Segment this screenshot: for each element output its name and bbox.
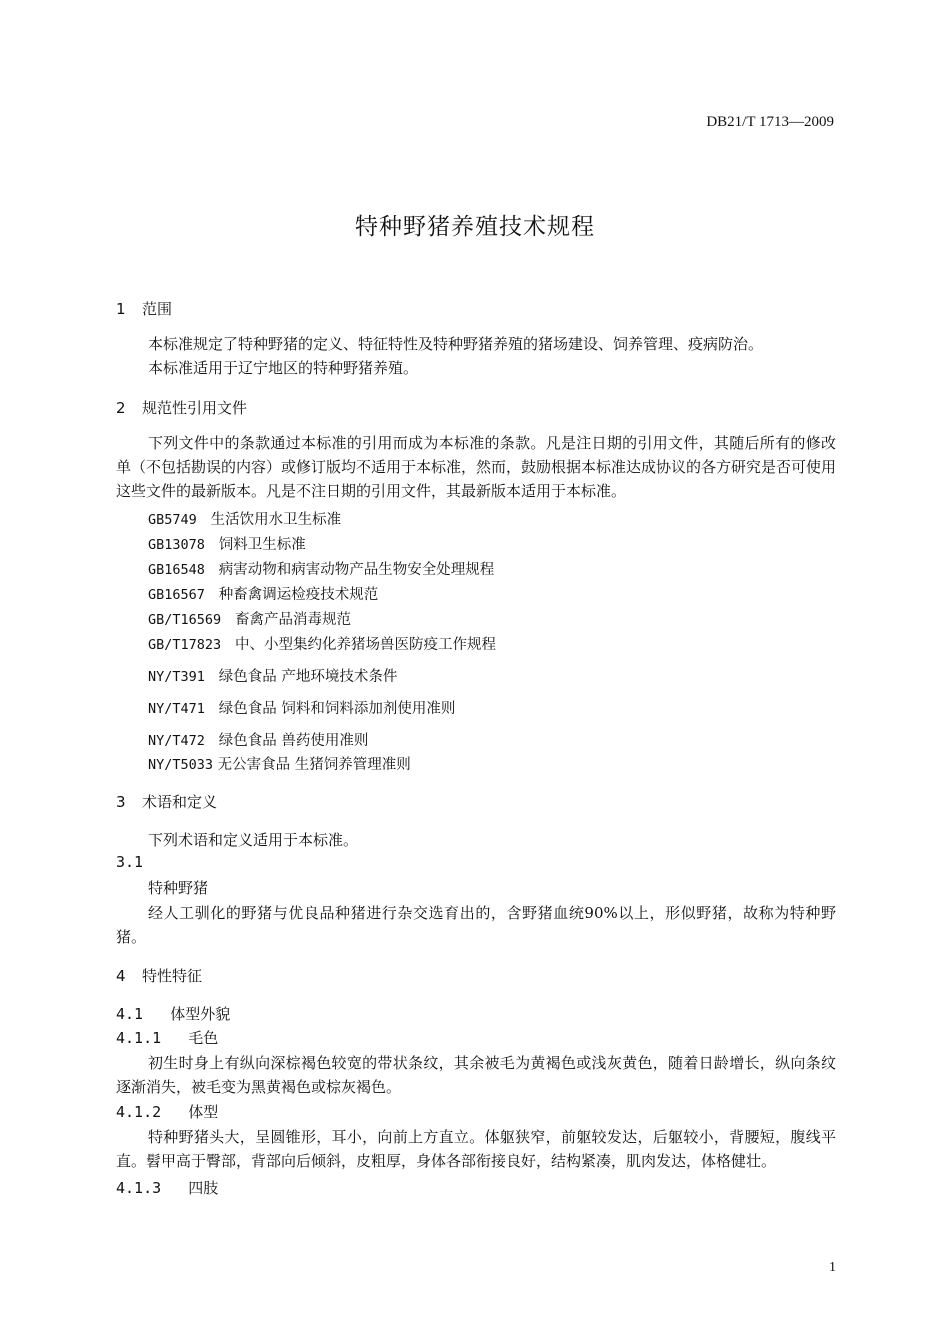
reference-title: 饲料卫生标准 <box>218 537 306 553</box>
clause-number: 3.1 <box>116 853 144 871</box>
term-name: 特种野猪 <box>148 879 209 897</box>
reference-item <box>148 508 341 529</box>
reference-item <box>148 729 368 750</box>
standard-number: DB21/T 1713—2009 <box>706 114 834 130</box>
reference-title: 种畜禽调运检疫技术规范 <box>218 587 379 603</box>
reference-item <box>148 665 397 686</box>
clause-number: 4.1.2 <box>116 1103 162 1121</box>
section-number: 1 <box>116 300 126 318</box>
section-number: 3 <box>116 793 126 811</box>
section-3-intro: 下列术语和定义适用于本标准。 <box>148 831 359 849</box>
document-title: 特种野猪养殖技术规程 <box>355 214 595 240</box>
clause-number: 4.1.3 <box>116 1179 162 1197</box>
reference-item <box>148 558 494 579</box>
reference-code: GB16548 <box>148 562 205 578</box>
reference-title: 绿色食品 饲料和饲料添加剂使用准则 <box>218 701 456 717</box>
section-title: 特性特征 <box>142 967 203 985</box>
reference-title: 无公害食品 生猪饲养管理准则 <box>217 757 411 773</box>
reference-code: NY/T471 <box>148 701 205 717</box>
section-title: 术语和定义 <box>142 793 218 811</box>
section-3-heading <box>116 791 217 812</box>
clause-4-1-1-heading <box>116 1027 218 1048</box>
clause-title: 毛色 <box>188 1029 219 1047</box>
section-4-heading <box>116 965 202 986</box>
clause-title: 体型 <box>188 1103 219 1121</box>
reference-code: GB13078 <box>148 537 205 553</box>
reference-item <box>148 533 306 554</box>
section-2-intro: 下列文件中的条款通过本标准的引用而成为本标准的条款。凡是注日期的引用文件，其随后所有的修改单（不包括勘误的内容）或修订版均不适用于本标准，然而，鼓励根据本标准达成协议的各方研究是否可使用这些文件的最新版本。凡是不注日期的引用文件，其最新版本适用于本标准。 <box>116 434 837 500</box>
section-1-heading <box>116 298 172 319</box>
clause-number: 4.1 <box>116 1005 144 1023</box>
reference-code: NY/T391 <box>148 669 205 685</box>
reference-title: 生活饮用水卫生标准 <box>210 512 342 528</box>
reference-title: 绿色食品 兽药使用准则 <box>218 733 369 749</box>
clause-4-1-2-heading <box>116 1101 218 1122</box>
reference-code: GB/T16569 <box>148 612 222 628</box>
clause-title: 四肢 <box>188 1179 219 1197</box>
reference-item <box>148 633 496 654</box>
section-number: 2 <box>116 399 126 417</box>
reference-item <box>148 608 351 629</box>
reference-title: 中、小型集约化养猪场兽医防疫工作规程 <box>234 637 496 653</box>
reference-title: 病害动物和病害动物产品生物安全处理规程 <box>218 562 495 578</box>
clause-number: 4.1.1 <box>116 1029 162 1047</box>
section-1-paragraph: 本标准规定了特种野猪的定义、特征特性及特种野猪养殖的猪场建设、饲养管理、疫病防治。 <box>148 335 764 353</box>
reference-item <box>148 583 378 604</box>
section-2-heading <box>116 397 247 418</box>
section-number: 4 <box>116 967 126 985</box>
subsection-4-1-heading <box>116 1003 230 1024</box>
reference-code: NY/T5033 <box>148 757 214 773</box>
section-title: 范围 <box>142 300 173 318</box>
reference-item <box>148 697 455 718</box>
reference-item <box>148 753 411 774</box>
clause-4-1-1-text: 初生时身上有纵向深棕褐色较宽的带状条纹，其余被毛为黄褐色或浅灰黄色，随着日龄增长，纵向条纹逐渐消失，被毛变为黑黄褐色或棕灰褐色。 <box>116 1054 836 1096</box>
reference-code: GB16567 <box>148 587 205 603</box>
reference-code: GB/T17823 <box>148 637 222 653</box>
section-1-paragraph: 本标准适用于辽宁地区的特种野猪养殖。 <box>148 359 419 377</box>
reference-code: NY/T472 <box>148 733 205 749</box>
clause-4-1-3-heading <box>116 1177 218 1198</box>
clause-4-1-2-text: 特种野猪头大，呈圆锥形，耳小，向前上方直立。体躯狭窄，前躯较发达，后躯较小，背腰短，腹线平直。髫甲高于臀部，背部向后倾斜，皮粗厚，身体各部衔接良好，结构紧凑，肌肉发达，体格健壮。 <box>116 1128 836 1170</box>
section-title: 规范性引用文件 <box>142 399 248 417</box>
reference-title: 畜禽产品消毒规范 <box>234 612 351 628</box>
reference-title: 绿色食品 产地环境技术条件 <box>218 669 398 685</box>
term-definition: 经人工驯化的野猪与优良品种猪进行杂交选育出的，含野猪血统90%以上，形似野猪，故称为特种野猪。 <box>116 904 836 946</box>
clause-title: 体型外貌 <box>170 1005 231 1023</box>
reference-code: GB5749 <box>148 512 197 528</box>
page-number: 1 <box>829 1260 836 1275</box>
